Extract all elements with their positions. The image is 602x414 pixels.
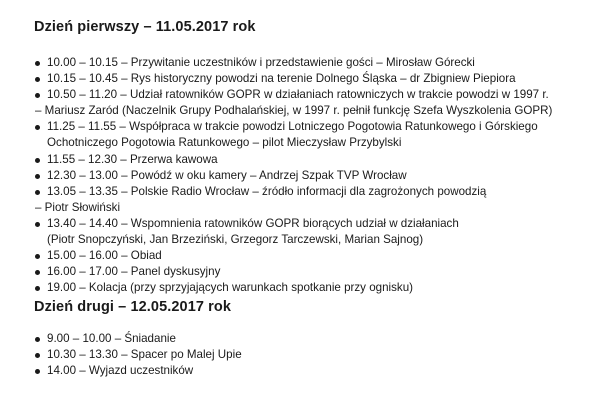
schedule-entry-text: 13.05 – 13.35 – Polskie Radio Wrocław – źródło informacji dla zagrożonych powodzią <box>47 184 487 198</box>
schedule-entry-continuation: (Piotr Snopczyński, Jan Brzeziński, Grzegorz Tarczewski, Marian Sajnog) <box>47 233 424 247</box>
schedule-entry-continuation: – Piotr Słowiński <box>35 200 121 214</box>
list-item <box>0 264 552 280</box>
list-item <box>0 119 552 151</box>
list-item <box>0 363 242 379</box>
schedule-entry-text: 10.15 – 10.45 – Rys historyczny powodzi na terenie Dolnego Śląska – dr Zbigniew Piepiora <box>47 72 516 86</box>
schedule-entry-text: 14.00 – Wyjazd uczestników <box>47 364 194 378</box>
bullet-icon <box>35 61 40 66</box>
bullet-icon <box>35 125 40 130</box>
bullet-icon <box>35 174 40 179</box>
day-two-schedule-list <box>0 331 242 379</box>
bullet-icon <box>35 93 40 98</box>
bullet-icon <box>35 369 40 374</box>
list-item <box>0 347 242 363</box>
list-item <box>0 55 552 71</box>
schedule-entry-text: 10.50 – 11.20 – Udział ratowników GOPR w działaniach ratowniczych w trakcie powodzi w 1997 r. <box>47 88 549 102</box>
schedule-entry-text: 12.30 – 13.00 – Powódź w oku kamery – Andrzej Szpak TVP Wrocław <box>47 168 407 182</box>
bullet-icon <box>35 222 40 227</box>
list-item <box>0 216 552 248</box>
list-item <box>0 71 552 87</box>
schedule-entry-text: 10.00 – 10.15 – Przywitanie uczestników i przedstawienie gości – Mirosław Górecki <box>47 56 475 69</box>
schedule-entry-text: 19.00 – Kolacja (przy sprzyjających warunkach spotkanie przy ognisku) <box>47 281 414 295</box>
bullet-icon <box>35 337 40 342</box>
bullet-icon <box>35 77 40 82</box>
list-item <box>0 168 552 184</box>
list-item <box>0 280 552 296</box>
bullet-icon <box>35 158 40 163</box>
bullet-icon <box>35 286 40 291</box>
list-item <box>0 184 552 216</box>
schedule-entry-text: 16.00 – 17.00 – Panel dyskusyjny <box>47 265 221 279</box>
schedule-entry-text: 13.40 – 14.40 – Wspomnienia ratowników GOPR biorących udział w działaniach <box>47 216 459 230</box>
bullet-icon <box>35 190 40 195</box>
day-one-schedule-list <box>0 55 552 296</box>
schedule-entry-continuation: Ochotniczego Pogotowia Ratunkowego – pilot Mieczysław Przybylski <box>47 136 402 150</box>
list-item <box>0 248 552 264</box>
schedule-entry-continuation: – Mariusz Zaród (Naczelnik Grupy Podhalańskiej, w 1997 r. pełnił funkcję Szefa Wyszkolenia GOPR) <box>35 104 553 118</box>
list-item <box>0 331 242 347</box>
schedule-entry-text: 11.55 – 12.30 – Przerwa kawowa <box>47 152 218 166</box>
day-two-heading: Dzień drugi – 12.05.2017 rok <box>34 299 232 315</box>
bullet-icon <box>35 254 40 259</box>
day-one-heading: Dzień pierwszy – 11.05.2017 rok <box>34 19 256 35</box>
bullet-icon <box>35 270 40 275</box>
schedule-entry-text: 15.00 – 16.00 – Obiad <box>47 249 162 263</box>
schedule-entry-text: 11.25 – 11.55 – Współpraca w trakcie powodzi Lotniczego Pogotowia Ratunkowego i Górskiego <box>47 120 538 134</box>
bullet-icon <box>35 353 40 358</box>
schedule-entry-text: 10.30 – 13.30 – Spacer po Malej Upie <box>47 348 242 362</box>
schedule-entry-text: 9.00 – 10.00 – Śniadanie <box>47 332 176 345</box>
list-item <box>0 87 552 119</box>
list-item <box>0 152 552 168</box>
